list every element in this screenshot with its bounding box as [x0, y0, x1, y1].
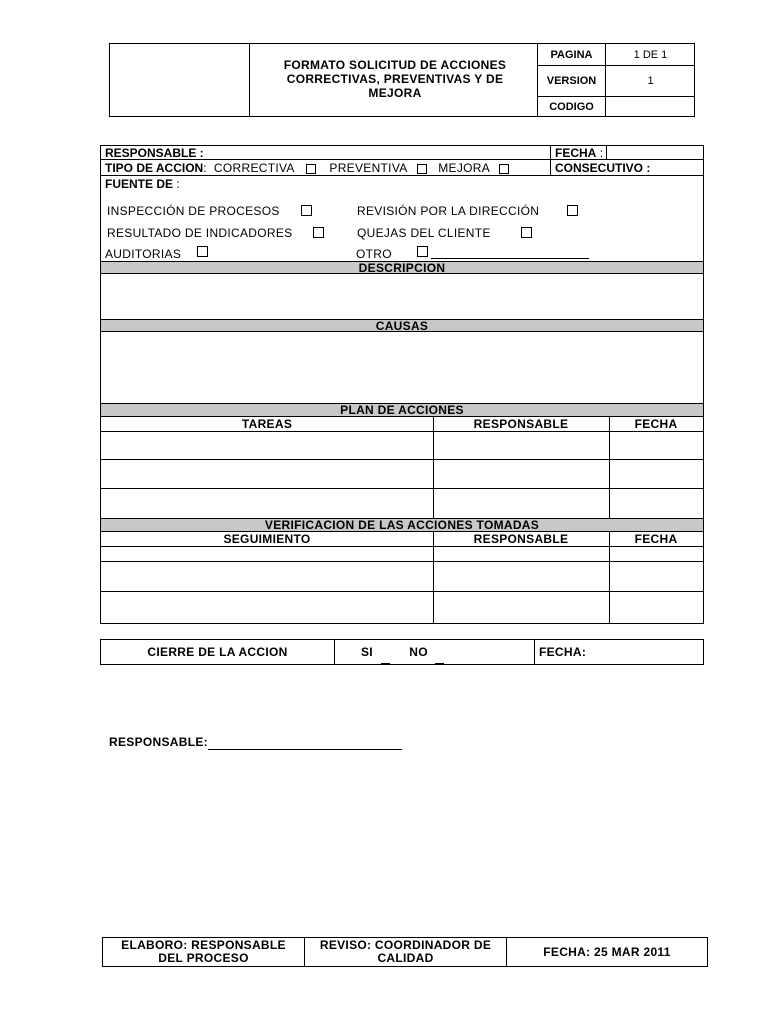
footer-elaboro: [103, 938, 305, 966]
responsable-label: RESPONSABLE :: [105, 146, 204, 160]
tipo-label: TIPO DE ACCION: [105, 161, 204, 175]
no-blank[interactable]: [435, 649, 444, 664]
logo-area: [110, 44, 250, 116]
plan-row[interactable]: [101, 432, 703, 460]
no-label: NO: [409, 645, 428, 659]
si-blank[interactable]: [381, 649, 390, 664]
inspeccion-checkbox[interactable]: [301, 205, 312, 216]
fuente-label: FUENTE DE: [105, 177, 174, 191]
descripcion-header: DESCRIPCION: [101, 261, 703, 274]
fuente-section: [101, 176, 703, 261]
pagina-value: 1 DE 1: [633, 48, 668, 61]
cierre-row: [100, 639, 704, 665]
responsable-firma-line[interactable]: [208, 737, 402, 750]
codigo-value[interactable]: [606, 97, 695, 116]
otro-line[interactable]: [431, 258, 589, 259]
otro-label: OTRO: [356, 247, 392, 261]
mejora-label: MEJORA: [438, 161, 491, 175]
reviso-line-2: CALIDAD: [377, 951, 434, 965]
footer-fecha: FECHA: 25 MAR 2011: [543, 945, 671, 959]
footer-block: [102, 937, 708, 967]
fecha-field[interactable]: [555, 146, 603, 160]
correctiva-label: CORRECTIVA: [213, 161, 295, 175]
plan-row[interactable]: [101, 461, 703, 489]
causas-area[interactable]: [101, 332, 703, 403]
otro-checkbox[interactable]: [417, 246, 428, 257]
cierre-fecha-label: FECHA:: [539, 645, 587, 659]
version-value: 1: [647, 75, 654, 87]
elaboro-line-2: DEL PROCESO: [158, 951, 249, 965]
preventiva-checkbox[interactable]: [417, 164, 427, 174]
responsable-signature: [109, 734, 402, 750]
plan-col-fecha: FECHA: [609, 417, 703, 432]
footer-reviso: [305, 938, 507, 966]
version-label: VERSION: [538, 66, 606, 96]
verificacion-header: VERIFICACION DE LAS ACCIONES TOMADAS: [101, 518, 703, 532]
descripcion-area[interactable]: [101, 274, 703, 319]
elaboro-line-1: ELABORO: RESPONSABLE: [121, 938, 286, 952]
verif-row[interactable]: [101, 593, 703, 623]
verif-col-responsable: RESPONSABLE: [433, 532, 609, 547]
plan-row[interactable]: [101, 490, 703, 518]
cierre-fecha[interactable]: [537, 640, 703, 664]
tipo-row: [101, 160, 703, 176]
auditorias-label: AUDITORIAS: [105, 247, 182, 261]
responsable-row: [101, 146, 703, 160]
pagina-label: PAGINA: [538, 44, 606, 65]
cierre-label: CIERRE DE LA ACCION: [101, 640, 335, 664]
preventiva-label: PREVENTIVA: [329, 161, 408, 175]
pagina-row: [538, 44, 695, 66]
version-row: [538, 66, 695, 97]
verif-row[interactable]: [101, 563, 703, 592]
plan-col-responsable: RESPONSABLE: [433, 417, 609, 432]
verif-col-fecha: FECHA: [609, 532, 703, 547]
plan-table: [101, 417, 703, 518]
quejas-checkbox[interactable]: [521, 227, 532, 238]
consecutivo-label: CONSECUTIVO :: [555, 161, 651, 175]
cierre-si-no: [335, 640, 535, 664]
reviso-line-1: REVISO: COORDINADOR DE: [319, 938, 492, 952]
codigo-label: CODIGO: [538, 97, 606, 116]
quejas-label: QUEJAS DEL CLIENTE: [357, 226, 491, 240]
mejora-checkbox[interactable]: [499, 164, 509, 174]
revision-checkbox[interactable]: [567, 205, 578, 216]
meta-table: [537, 44, 694, 116]
title-line-1: FORMATO SOLICITUD DE ACCIONES: [283, 58, 507, 72]
fecha-label: FECHA: [555, 146, 597, 160]
verif-col-seguimiento: SEGUIMIENTO: [101, 532, 433, 547]
auditorias-checkbox[interactable]: [197, 246, 208, 257]
responsable-firma-label: RESPONSABLE:: [109, 735, 208, 749]
si-label: SI: [361, 645, 373, 659]
document-title: [250, 58, 540, 100]
tipo-colon: :: [203, 161, 207, 175]
revision-label: REVISIÓN POR LA DIRECCIÓN: [357, 204, 540, 218]
verificacion-table: [101, 532, 703, 623]
inspeccion-label: INSPECCIÓN DE PROCESOS: [107, 204, 280, 218]
fecha-colon: :: [599, 146, 604, 160]
causas-header: CAUSAS: [101, 319, 703, 332]
plan-col-tareas: TAREAS: [101, 417, 433, 432]
resultado-label: RESULTADO DE INDICADORES: [107, 226, 293, 240]
verif-row[interactable]: [101, 547, 703, 562]
plan-header: PLAN DE ACCIONES: [101, 403, 703, 417]
header-block: [109, 43, 695, 117]
resultado-checkbox[interactable]: [313, 227, 324, 238]
main-form: [100, 145, 704, 624]
fuente-colon: :: [176, 177, 180, 191]
correctiva-checkbox[interactable]: [306, 164, 316, 174]
title-line-3: MEJORA: [368, 86, 422, 100]
title-line-2: CORRECTIVAS, PREVENTIVAS Y DE: [286, 72, 504, 86]
codigo-row: [538, 97, 695, 116]
